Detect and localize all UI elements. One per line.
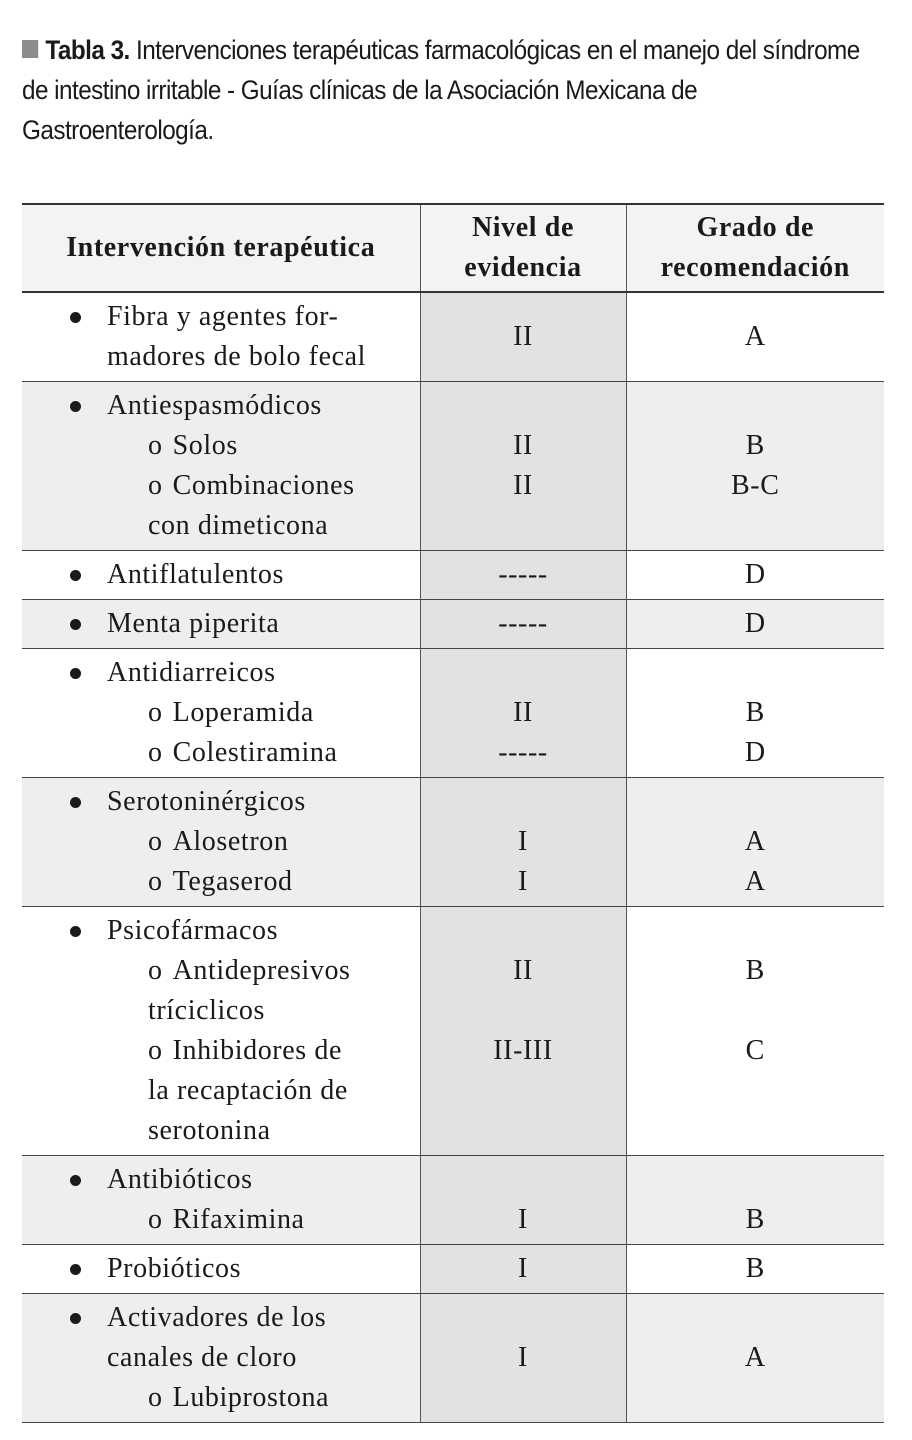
table-row	[22, 778, 884, 907]
caption-square-icon	[22, 40, 38, 58]
row-intervention: Psicofármacos o Antidepresivos tríciclicos o Inhibidores de la recaptación de serotonina	[22, 907, 420, 1156]
row-intervention: Antiflatulentos	[22, 551, 420, 600]
row-grado: A	[626, 1294, 884, 1423]
table-row	[22, 1245, 884, 1294]
header-intervencion: Intervención terapéutica	[22, 204, 420, 292]
row-intervention: Antiespasmódicos o Solos o Combinaciones con dimeticona	[22, 382, 420, 551]
row-grado: A	[626, 292, 884, 382]
row-nivel: I I	[420, 778, 626, 907]
row-nivel: II II-III	[420, 907, 626, 1156]
row-grado: A A	[626, 778, 884, 907]
row-nivel: I	[420, 1294, 626, 1423]
row-intervention: Fibra y agentes for- madores de bolo fecal	[22, 292, 420, 382]
table-row	[22, 382, 884, 551]
row-grado: B B-C	[626, 382, 884, 551]
row-intervention: Activadores de los canales de cloro o Lubiprostona	[22, 1294, 420, 1423]
table-row	[22, 1294, 884, 1423]
row-nivel: II	[420, 292, 626, 382]
caption-label: Tabla 3.	[45, 35, 130, 65]
row-grado: D	[626, 551, 884, 600]
row-intervention: Antidiarreicos o Loperamida o Colestiramina	[22, 649, 420, 778]
header-nivel: Nivel de evidencia	[420, 204, 626, 292]
table-row	[22, 907, 884, 1156]
row-nivel: II II	[420, 382, 626, 551]
row-intervention: Probióticos	[22, 1245, 420, 1294]
table-row	[22, 292, 884, 382]
row-nivel: -----	[420, 600, 626, 649]
row-grado: B C	[626, 907, 884, 1156]
row-nivel: -----	[420, 551, 626, 600]
row-nivel: I	[420, 1245, 626, 1294]
row-grado: B	[626, 1245, 884, 1294]
table-row	[22, 551, 884, 600]
row-grado: D	[626, 600, 884, 649]
caption-text: Intervenciones terapéuticas farmacológicas en el manejo del síndrome de intestino irritable - Guías clínicas de la Asociación Mexicana de Gastroenterología.	[22, 35, 860, 145]
header-grado: Grado de recomendación	[626, 204, 884, 292]
table-row	[22, 600, 884, 649]
row-nivel: II -----	[420, 649, 626, 778]
row-nivel: I	[420, 1156, 626, 1245]
interventions-table	[22, 203, 884, 1423]
table-row	[22, 649, 884, 778]
table-caption	[22, 30, 890, 150]
row-intervention: Antibióticos o Rifaximina	[22, 1156, 420, 1245]
row-grado: B D	[626, 649, 884, 778]
table-header-row	[22, 204, 884, 292]
table-row	[22, 1156, 884, 1245]
row-grado: B	[626, 1156, 884, 1245]
row-intervention: Menta piperita	[22, 600, 420, 649]
row-intervention: Serotoninérgicos o Alosetron o Tegaserod	[22, 778, 420, 907]
